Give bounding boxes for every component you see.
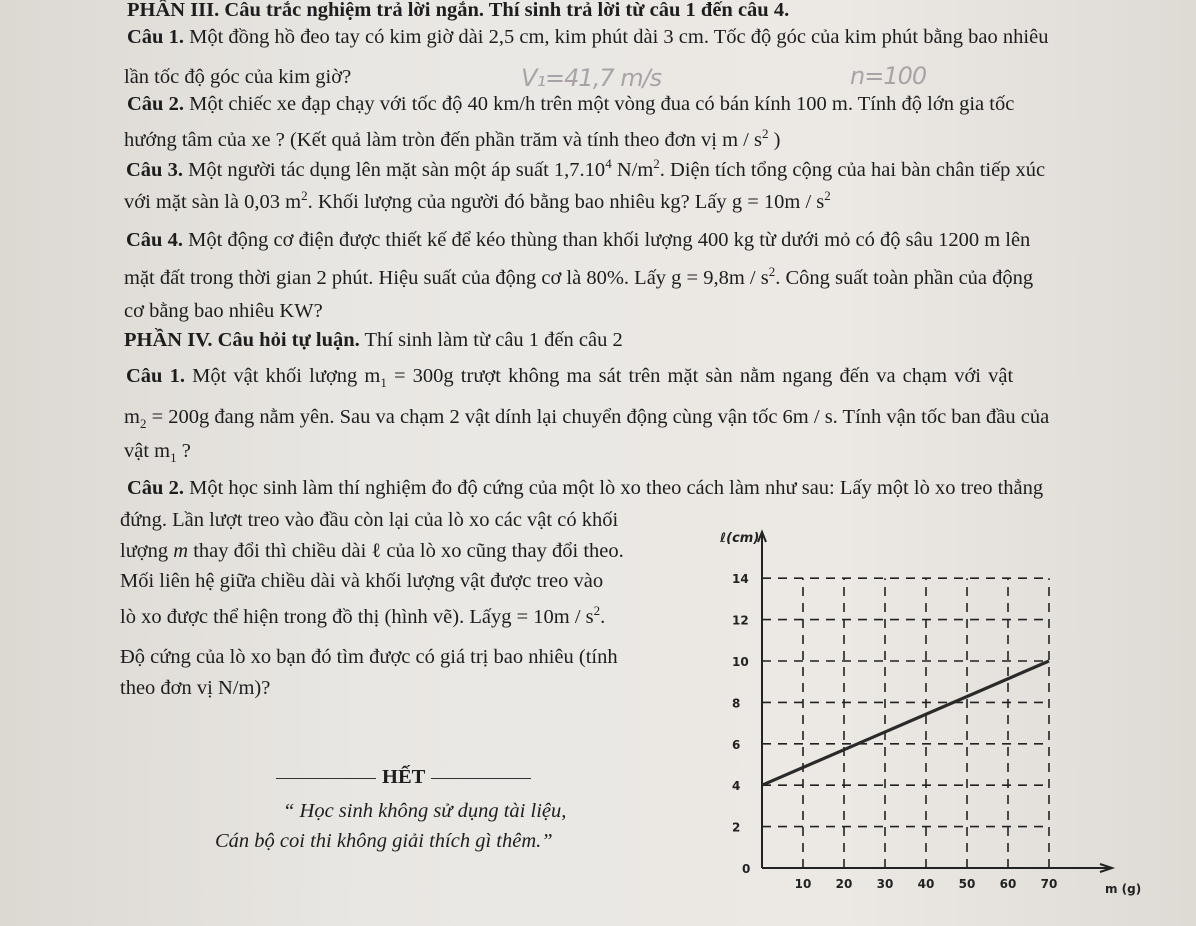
p4-q2-line6: Độ cứng của lò xo bạn đó tìm được có giá trị bao nhiêu (tính: [120, 646, 618, 668]
p4-q2-line1: Câu 2. Một học sinh làm thí nghiệm đo độ cứng của một lò xo theo cách làm như sau: Lấy một lò xo treo thẳng: [127, 477, 1044, 499]
footer-note-1: “ Học sinh không sử dụng tài liệu,: [283, 800, 567, 822]
x-tick-label: 70: [1040, 877, 1058, 891]
y-tick-label: 2: [732, 820, 741, 835]
p3-q4-line3: cơ bằng bao nhiêu KW?: [124, 300, 323, 322]
y-tick-label: 8: [732, 696, 741, 711]
p4-q2-line3: lượng m thay đổi thì chiều dài ℓ của lò xo cũng thay đổi theo.: [120, 540, 624, 562]
p4-q1-line3: vật $m_1$ ?: [124, 440, 191, 466]
p4-q1-line1: Câu 1. Một vật khối lượng $m_1 = 300g$ trượt không ma sát trên mặt sàn nằm ngang đến va chạm với vật: [126, 365, 1014, 391]
y-tick-label: 4: [732, 779, 741, 794]
p4-q2-line7: theo đơn vị N/m)?: [120, 677, 271, 699]
p4-q1-line2: $m_2 = 200g$ đang nằm yên. Sau va chạm 2 vật dính lại chuyển động cùng vận tốc 6m / s. Tính vận tốc ban đầu của: [124, 406, 1050, 432]
p3-q2-line2: hướng tâm của xe ? (Kết quả làm tròn đến phần trăm và tính theo đơn vị m / $s^2$ ): [124, 126, 781, 151]
x-axis-label: m (g): [1105, 882, 1142, 896]
p3-q3-line2: với mặt sàn là 0,03 $m^2$. Khối lượng của người đó bằng bao nhiêu kg? Lấy $g = 10m / s^2$: [124, 188, 831, 213]
p3-q4-line2: mặt đất trong thời gian 2 phút. Hiệu suất của động cơ là 80%. Lấy $g = 9,8m / s^2$. Công suất toàn phần của động: [124, 264, 1034, 289]
y-axis-label: ℓ(cm): [720, 531, 760, 546]
x-tick-label: 40: [917, 877, 935, 891]
handwritten-answer-1: V₁=41,7 m/s: [521, 64, 662, 92]
y-tick-label: 6: [732, 737, 741, 752]
end-marker: HẾT: [270, 764, 537, 790]
x-tick-label: 30: [876, 877, 894, 891]
data-line: [762, 661, 1049, 785]
x-tick-label: 20: [835, 877, 853, 891]
part4-heading: PHẦN IV. Câu hỏi tự luận. Thí sinh làm từ câu 1 đến câu 2: [124, 329, 623, 351]
p3-q3-line1: Câu 3. Một người tác dụng lên mặt sàn một áp suất 1,7.10$^4$ $N/m^2$. Diện tích tổng cộng của hai bàn chân tiếp xúc: [126, 156, 1046, 181]
x-tick-label: 10: [794, 877, 812, 891]
p3-q4-line1: Câu 4. Một động cơ điện được thiết kế để kéo thùng than khối lượng 400 kg từ dưới mỏ có độ sâu 1200 m lên: [126, 229, 1031, 251]
p4-q2-line4: Mối liên hệ giữa chiều dài và khối lượng vật được treo vào: [120, 570, 604, 592]
p3-q1-line2: lần tốc độ góc của kim giờ?: [124, 66, 352, 88]
y-tick-label: 0: [742, 862, 751, 876]
p3-q2-line1: Câu 2. Một chiếc xe đạp chạy với tốc độ 40 km/h trên một vòng đua có bán kính 100 m. Tính độ lớn gia tốc: [127, 93, 1015, 115]
p3-q1-line1: Câu 1. Một đồng hồ đeo tay có kim giờ dài 2,5 cm, kim phút dài 3 cm. Tốc độ góc của kim phút bằng bao nhiêu: [127, 26, 1049, 48]
x-tick-label: 60: [999, 877, 1017, 891]
p4-q2-line2: đứng. Lần lượt treo vào đầu còn lại của lò xo các vật có khối: [120, 509, 619, 531]
p4-q2-line5: lò xo được thể hiện trong đồ thị (hình vẽ). Lấyg = $10m / s^2$.: [120, 603, 606, 628]
spring-length-chart: [700, 522, 1190, 922]
x-tick-label: 50: [958, 877, 976, 891]
part3-heading: PHẦN III. Câu trắc nghiệm trả lời ngắn. Thí sinh trả lời từ câu 1 đến câu 4.: [127, 0, 790, 21]
handwritten-answer-2: n=100: [850, 62, 927, 90]
y-tick-label: 14: [732, 572, 749, 587]
footer-note-2: Cán bộ coi thi không giải thích gì thêm.”: [215, 830, 553, 852]
y-tick-label: 10: [732, 655, 749, 669]
y-tick-label: 12: [732, 613, 749, 628]
